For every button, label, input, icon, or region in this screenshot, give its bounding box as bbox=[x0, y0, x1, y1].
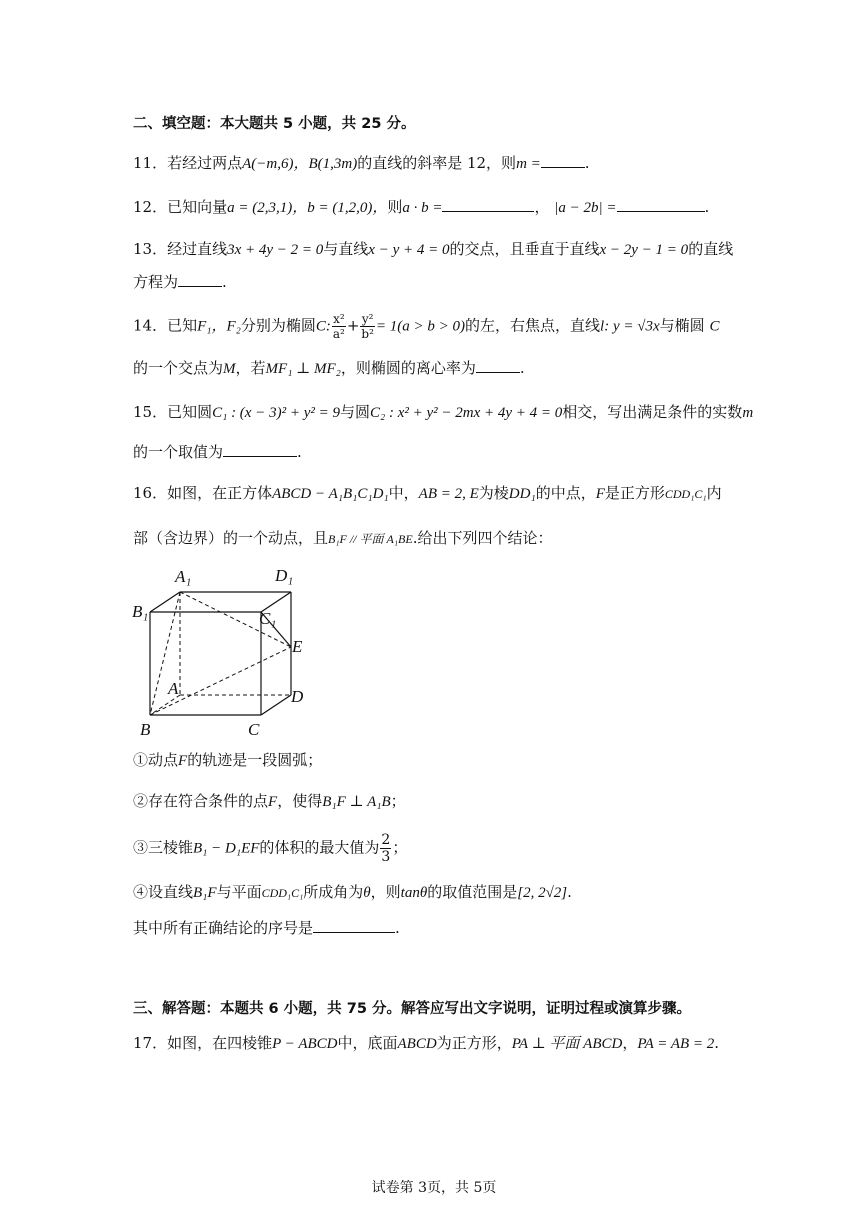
c4-text: ，则 bbox=[370, 883, 401, 901]
c2-text: ②存在符合条件的点 bbox=[133, 792, 269, 810]
label-A1: A₁ bbox=[175, 567, 192, 586]
q11-end: . bbox=[584, 154, 590, 172]
q13-math: 3x + 4y − 2 = 0 bbox=[227, 242, 324, 258]
label-E: E bbox=[292, 637, 303, 656]
c2-text: ，使得 bbox=[277, 792, 323, 810]
answer-blank[interactable] bbox=[476, 358, 520, 373]
q14-math: = 1(a > b > 0) bbox=[375, 318, 466, 335]
q14-text: 的左，右焦点，直线 bbox=[465, 316, 601, 335]
c4-text: 与平面 bbox=[216, 883, 262, 901]
q17-text: ， bbox=[622, 1034, 638, 1052]
frac-den: b² bbox=[361, 327, 374, 341]
fraction-2-3 bbox=[380, 832, 391, 865]
q16-math: AB = 2, E bbox=[418, 486, 479, 502]
label-A: A bbox=[168, 679, 179, 698]
question-15-line2 bbox=[133, 441, 302, 463]
c3-text: 的体积的最大值为 bbox=[259, 838, 380, 857]
fraction-y bbox=[360, 312, 375, 341]
c4-math: tanθ bbox=[400, 885, 428, 901]
question-15 bbox=[133, 401, 753, 424]
question-12 bbox=[133, 196, 709, 219]
q16-math: F bbox=[595, 486, 605, 502]
q12-text: ， bbox=[534, 198, 550, 216]
q13-text: 方程为 bbox=[133, 273, 179, 291]
q14-text: ，则椭圆的离心率为 bbox=[340, 359, 476, 377]
answer-blank[interactable] bbox=[178, 272, 222, 287]
q16-text: 为棱 bbox=[478, 484, 509, 502]
conclusion-1 bbox=[133, 749, 322, 772]
q14-math: C bbox=[709, 318, 720, 335]
q14-math: F₁，F₂ bbox=[197, 318, 241, 335]
q12-text: 则 bbox=[387, 198, 403, 216]
q11-text: 11．若经过两点 bbox=[133, 154, 243, 172]
question-11 bbox=[133, 152, 590, 175]
q16-text: 16．如图，在正方体 bbox=[133, 484, 273, 502]
conclusion-2 bbox=[133, 790, 406, 813]
q16-text: 是正方形 bbox=[604, 484, 665, 502]
c3-text: ③三棱锥 bbox=[133, 838, 194, 857]
q16-text: 中， bbox=[388, 484, 419, 502]
section3-title: 三、解答题：本题共 6 小题，共 75 分。解答应写出文字说明，证明过程或演算步骤。 bbox=[133, 1001, 691, 1017]
c1-math: F bbox=[178, 753, 188, 769]
q16end-end: . bbox=[395, 919, 400, 937]
answer-blank[interactable] bbox=[313, 918, 395, 933]
c2-math: B₁F ⊥ A₁B bbox=[322, 794, 391, 810]
frac-num: x² bbox=[333, 312, 345, 326]
q17-math: P − ABCD bbox=[272, 1036, 338, 1052]
q11-text: 的直线的斜率是 12，则 bbox=[357, 154, 517, 172]
q17-math: PA ⊥ 平面 ABCD bbox=[511, 1036, 623, 1052]
q15-math: C₁ : (x − 3)² + y² = 9 bbox=[212, 405, 340, 421]
q15-math: m bbox=[742, 405, 754, 421]
q17-math: ABCD bbox=[397, 1036, 437, 1052]
question-16-line2 bbox=[133, 527, 552, 550]
q17-text: 中，底面 bbox=[337, 1034, 398, 1052]
q12-text: 12．已知向量 bbox=[133, 198, 228, 216]
question-14-line2 bbox=[133, 357, 525, 380]
q16-math: ABCD − A₁B₁C₁D₁ bbox=[272, 486, 389, 502]
c4-math: [2, 2√2] bbox=[517, 885, 568, 901]
q16end-text: 其中所有正确结论的序号是 bbox=[133, 919, 314, 937]
plus-sign: + bbox=[346, 316, 360, 335]
q14-text: 与椭圆 bbox=[659, 316, 705, 335]
q15-text: 15．已知圆 bbox=[133, 403, 213, 421]
q11-math: B(1,3m) bbox=[308, 156, 358, 172]
q17-end: . bbox=[714, 1034, 720, 1052]
answer-blank[interactable] bbox=[223, 442, 297, 457]
q14-math: l: y = √3x bbox=[600, 318, 660, 335]
q15-text: 与圆 bbox=[339, 403, 370, 421]
c4-text: 所成角为 bbox=[303, 883, 364, 901]
q15-text: 相交，写出满足条件的实数 bbox=[562, 403, 743, 421]
label-C: C bbox=[248, 720, 260, 739]
c4-math: B₁F bbox=[193, 885, 217, 901]
section2-title: 二、填空题：本大题共 5 小题，共 25 分。 bbox=[133, 116, 416, 132]
answer-blank[interactable] bbox=[442, 197, 534, 212]
q13-text: 的交点，且垂直于直线 bbox=[449, 240, 600, 258]
q13-text: 的直线 bbox=[688, 240, 734, 258]
q12-end: . bbox=[704, 198, 710, 216]
q16-text: 部（含边界）的一个动点，且 bbox=[133, 529, 329, 547]
q16-math: B₁F // 平面 A₁BE bbox=[328, 532, 413, 546]
question-17 bbox=[133, 1032, 719, 1055]
c4-text: 的取值范围是 bbox=[427, 883, 518, 901]
c2-text: ； bbox=[390, 792, 406, 810]
question-16-prompt bbox=[133, 917, 400, 939]
q17-text: 为正方形， bbox=[436, 1034, 512, 1052]
label-D: D bbox=[291, 687, 304, 706]
q13-math: x − y + 4 = 0 bbox=[368, 242, 450, 258]
q14-text: 的一个交点为 bbox=[133, 359, 224, 377]
frac-den: 3 bbox=[381, 849, 391, 865]
frac-num: y² bbox=[361, 312, 374, 326]
q17-math: PA = AB = 2 bbox=[637, 1036, 715, 1052]
answer-blank[interactable] bbox=[541, 153, 585, 168]
q17-text: 17．如图，在四棱锥 bbox=[133, 1034, 273, 1052]
q11-math: A(−m,6)， bbox=[242, 156, 309, 172]
page-footer: 试卷第 3页，共 5页 bbox=[371, 1180, 497, 1196]
question-13-line2 bbox=[133, 271, 227, 293]
c1-text: ①动点 bbox=[133, 751, 179, 769]
q13-math: x − 2y − 1 = 0 bbox=[599, 242, 689, 258]
q14-text: 14．已知 bbox=[133, 316, 198, 335]
q11-math: m = bbox=[516, 156, 541, 172]
q13-text: 与直线 bbox=[323, 240, 369, 258]
conclusion-4 bbox=[133, 881, 572, 904]
q14-end: . bbox=[519, 359, 525, 377]
fraction-x bbox=[332, 312, 346, 341]
question-14 bbox=[133, 312, 719, 341]
q15-math: C₂ : x² + y² − 2mx + 4y + 4 = 0 bbox=[370, 405, 563, 421]
q15-text: 的一个取值为 bbox=[133, 443, 224, 461]
q16-math: DD₁ bbox=[508, 486, 536, 502]
answer-blank[interactable] bbox=[617, 197, 705, 212]
q14-math: MF₁ ⊥ MF₂ bbox=[265, 361, 341, 377]
q16-text: 内 bbox=[706, 484, 722, 502]
frac-num: 2 bbox=[381, 832, 391, 848]
q14-math: M bbox=[223, 361, 236, 377]
q14-math: C: bbox=[315, 318, 331, 335]
q12-math: a · b = bbox=[402, 200, 443, 216]
question-13 bbox=[133, 238, 733, 261]
cube-figure bbox=[128, 562, 318, 742]
c3-math: B₁ − D₁EF bbox=[193, 840, 260, 857]
q12-math: |a − 2b| = bbox=[554, 200, 617, 216]
frac-den: a² bbox=[332, 327, 345, 341]
q13-text: 13．经过直线 bbox=[133, 240, 228, 258]
q12-math: a = (2,3,1)， bbox=[227, 200, 308, 216]
label-B1: B₁ bbox=[132, 602, 149, 621]
q14-text: 分别为椭圆 bbox=[240, 316, 316, 335]
q16-text: .给出下列四个结论： bbox=[412, 529, 553, 547]
label-B: B bbox=[140, 720, 151, 739]
c4-math: θ bbox=[363, 885, 371, 901]
c4-text: ④设直线 bbox=[133, 883, 194, 901]
c1-text: 的轨迹是一段圆弧； bbox=[187, 751, 323, 769]
label-D1: D₁ bbox=[275, 566, 294, 585]
c4-math: CDD₁C₁ bbox=[261, 886, 304, 900]
q15-end: . bbox=[297, 443, 302, 461]
c2-math: F bbox=[268, 794, 278, 810]
label-C1: C₁ bbox=[259, 609, 277, 628]
q13-end: . bbox=[222, 273, 227, 291]
q12-math: b = (1,2,0)， bbox=[307, 200, 388, 216]
q16-math: CDD₁C₁ bbox=[664, 487, 707, 501]
c3-text: ； bbox=[392, 838, 408, 857]
q14-text: ，若 bbox=[235, 359, 266, 377]
c4-end: . bbox=[567, 883, 572, 901]
question-16 bbox=[133, 482, 722, 505]
q16-text: 的中点， bbox=[535, 484, 596, 502]
conclusion-3 bbox=[133, 832, 407, 865]
